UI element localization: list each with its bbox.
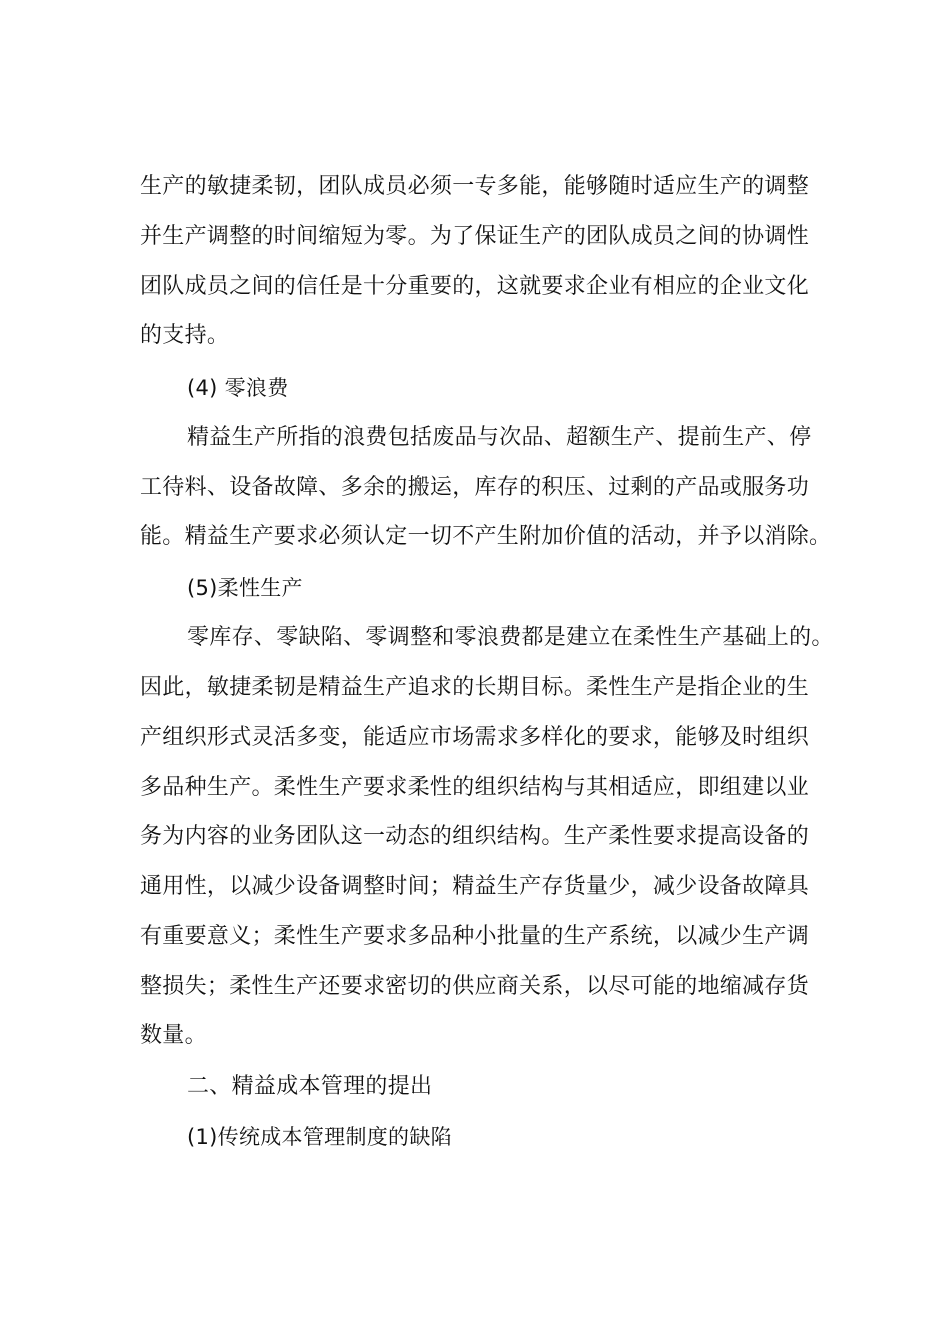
body-text-line: 能。精益生产要求必须认定一切不产生附加价值的活动，并予以消除。 bbox=[140, 524, 832, 549]
body-text-line: 零库存、零缺陷、零调整和零浪费都是建立在柔性生产基础上的。 bbox=[187, 625, 834, 650]
body-text-line: 通用性，以减少设备调整时间；精益生产存货量少，减少设备故障具 bbox=[140, 874, 810, 899]
body-text-line: 产组织形式灵活多变，能适应市场需求多样化的要求，能够及时组织 bbox=[140, 725, 810, 750]
section-heading-zero-waste: (4) 零浪费 bbox=[187, 376, 289, 400]
body-text-line: 数量。 bbox=[140, 1023, 207, 1048]
body-text-line: 务为内容的业务团队这一动态的组织结构。生产柔性要求提高设备的 bbox=[140, 824, 810, 849]
section-heading-flexible-production: (5)柔性生产 bbox=[187, 576, 303, 600]
body-text-line: 精益生产所指的浪费包括废品与次品、超额生产、提前生产、停 bbox=[187, 425, 812, 450]
body-text-line: 因此，敏捷柔韧是精益生产追求的长期目标。柔性生产是指企业的生 bbox=[140, 675, 810, 700]
body-text-line: 团队成员之间的信任是十分重要的，这就要求企业有相应的企业文化 bbox=[140, 274, 810, 299]
section-heading-traditional-cost-defects: (1)传统成本管理制度的缺陷 bbox=[187, 1125, 452, 1149]
body-text-line: 有重要意义；柔性生产要求多品种小批量的生产系统，以减少生产调 bbox=[140, 924, 810, 949]
body-text-line: 的支持。 bbox=[140, 323, 230, 348]
body-text-line: 整损失；柔性生产还要求密切的供应商关系，以尽可能的地缩减存货 bbox=[140, 974, 810, 999]
body-text-line: 多品种生产。柔性生产要求柔性的组织结构与其相适应，即组建以业 bbox=[140, 775, 810, 800]
body-text-line: 工待料、设备故障、多余的搬运，库存的积压、过剩的产品或服务功 bbox=[140, 475, 810, 500]
chapter-heading-lean-cost-management: 二、精益成本管理的提出 bbox=[187, 1074, 433, 1099]
body-text-line: 并生产调整的时间缩短为零。为了保证生产的团队成员之间的协调性 bbox=[140, 224, 810, 249]
body-text-line: 生产的敏捷柔韧，团队成员必须一专多能，能够随时适应生产的调整 bbox=[140, 174, 810, 199]
